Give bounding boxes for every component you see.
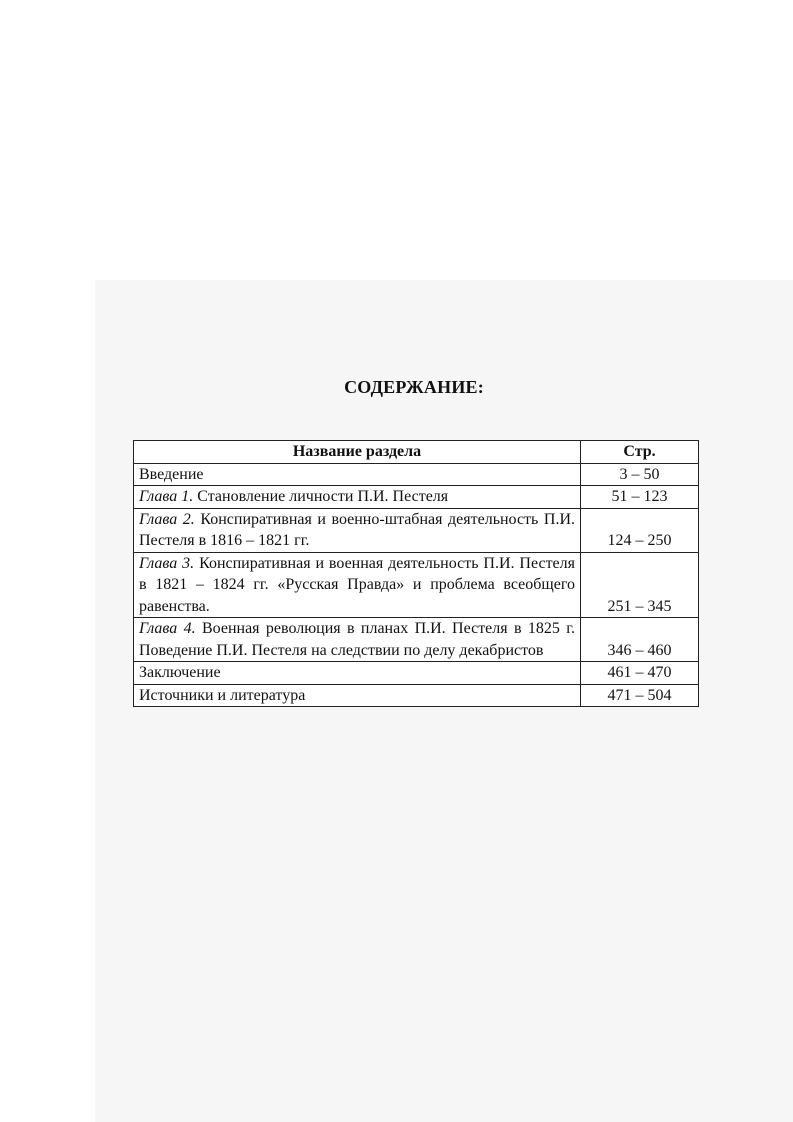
page-range-cell: 124 – 250 [581, 508, 699, 552]
table-row [134, 684, 699, 707]
chapter-label: Глава 2. [139, 510, 195, 528]
table-row [134, 508, 699, 552]
chapter-label: Глава 4. [139, 620, 196, 637]
page-title: СОДЕРЖАНИЕ: [344, 377, 484, 397]
chapter-label: Глава 1. [139, 488, 194, 505]
section-name-cell [134, 463, 581, 486]
section-title: Военная революция в планах П.И. Пестеля в 1825 г. Поведение П.И. Пестеля на следствии по делу декабристов [139, 620, 576, 659]
section-name-cell [134, 552, 581, 618]
page-range-cell: 346 – 460 [581, 618, 699, 662]
contents-table [133, 440, 699, 707]
section-name-cell [134, 662, 581, 685]
table-row [134, 463, 699, 486]
column-header-pages: Стр. [581, 441, 699, 464]
section-name-cell [134, 508, 581, 552]
section-title: Становление личности П.И. Пестеля [197, 488, 449, 505]
table-header-row [134, 441, 699, 464]
table-row [134, 486, 699, 509]
table-row [134, 662, 699, 685]
section-title: Введение [139, 465, 204, 483]
table-row [134, 552, 699, 618]
section-title: Источники и литература [139, 686, 306, 704]
table-row [134, 618, 699, 662]
section-title: Конспиративная и военно-штабная деятельность П.И. Пестеля в 1816 – 1821 гг. [139, 510, 575, 549]
column-header-section: Название раздела [134, 441, 581, 464]
page-range-cell: 471 – 504 [581, 684, 699, 707]
section-name-cell [134, 486, 581, 509]
section-name-cell [134, 684, 581, 707]
section-name-cell [134, 618, 581, 662]
page-range-cell: 3 – 50 [581, 463, 699, 486]
chapter-label: Глава 3. [139, 554, 195, 572]
section-title: Конспиративная и военная деятельность П.И. Пестеля в 1821 – 1824 гг. «Русская Правда» и проблема всеобщего равенства. [139, 554, 576, 615]
page-range-cell: 461 – 470 [581, 662, 699, 685]
section-title: Заключение [139, 664, 221, 681]
page-range-cell: 51 – 123 [581, 486, 699, 509]
page-range-cell: 251 – 345 [581, 552, 699, 618]
